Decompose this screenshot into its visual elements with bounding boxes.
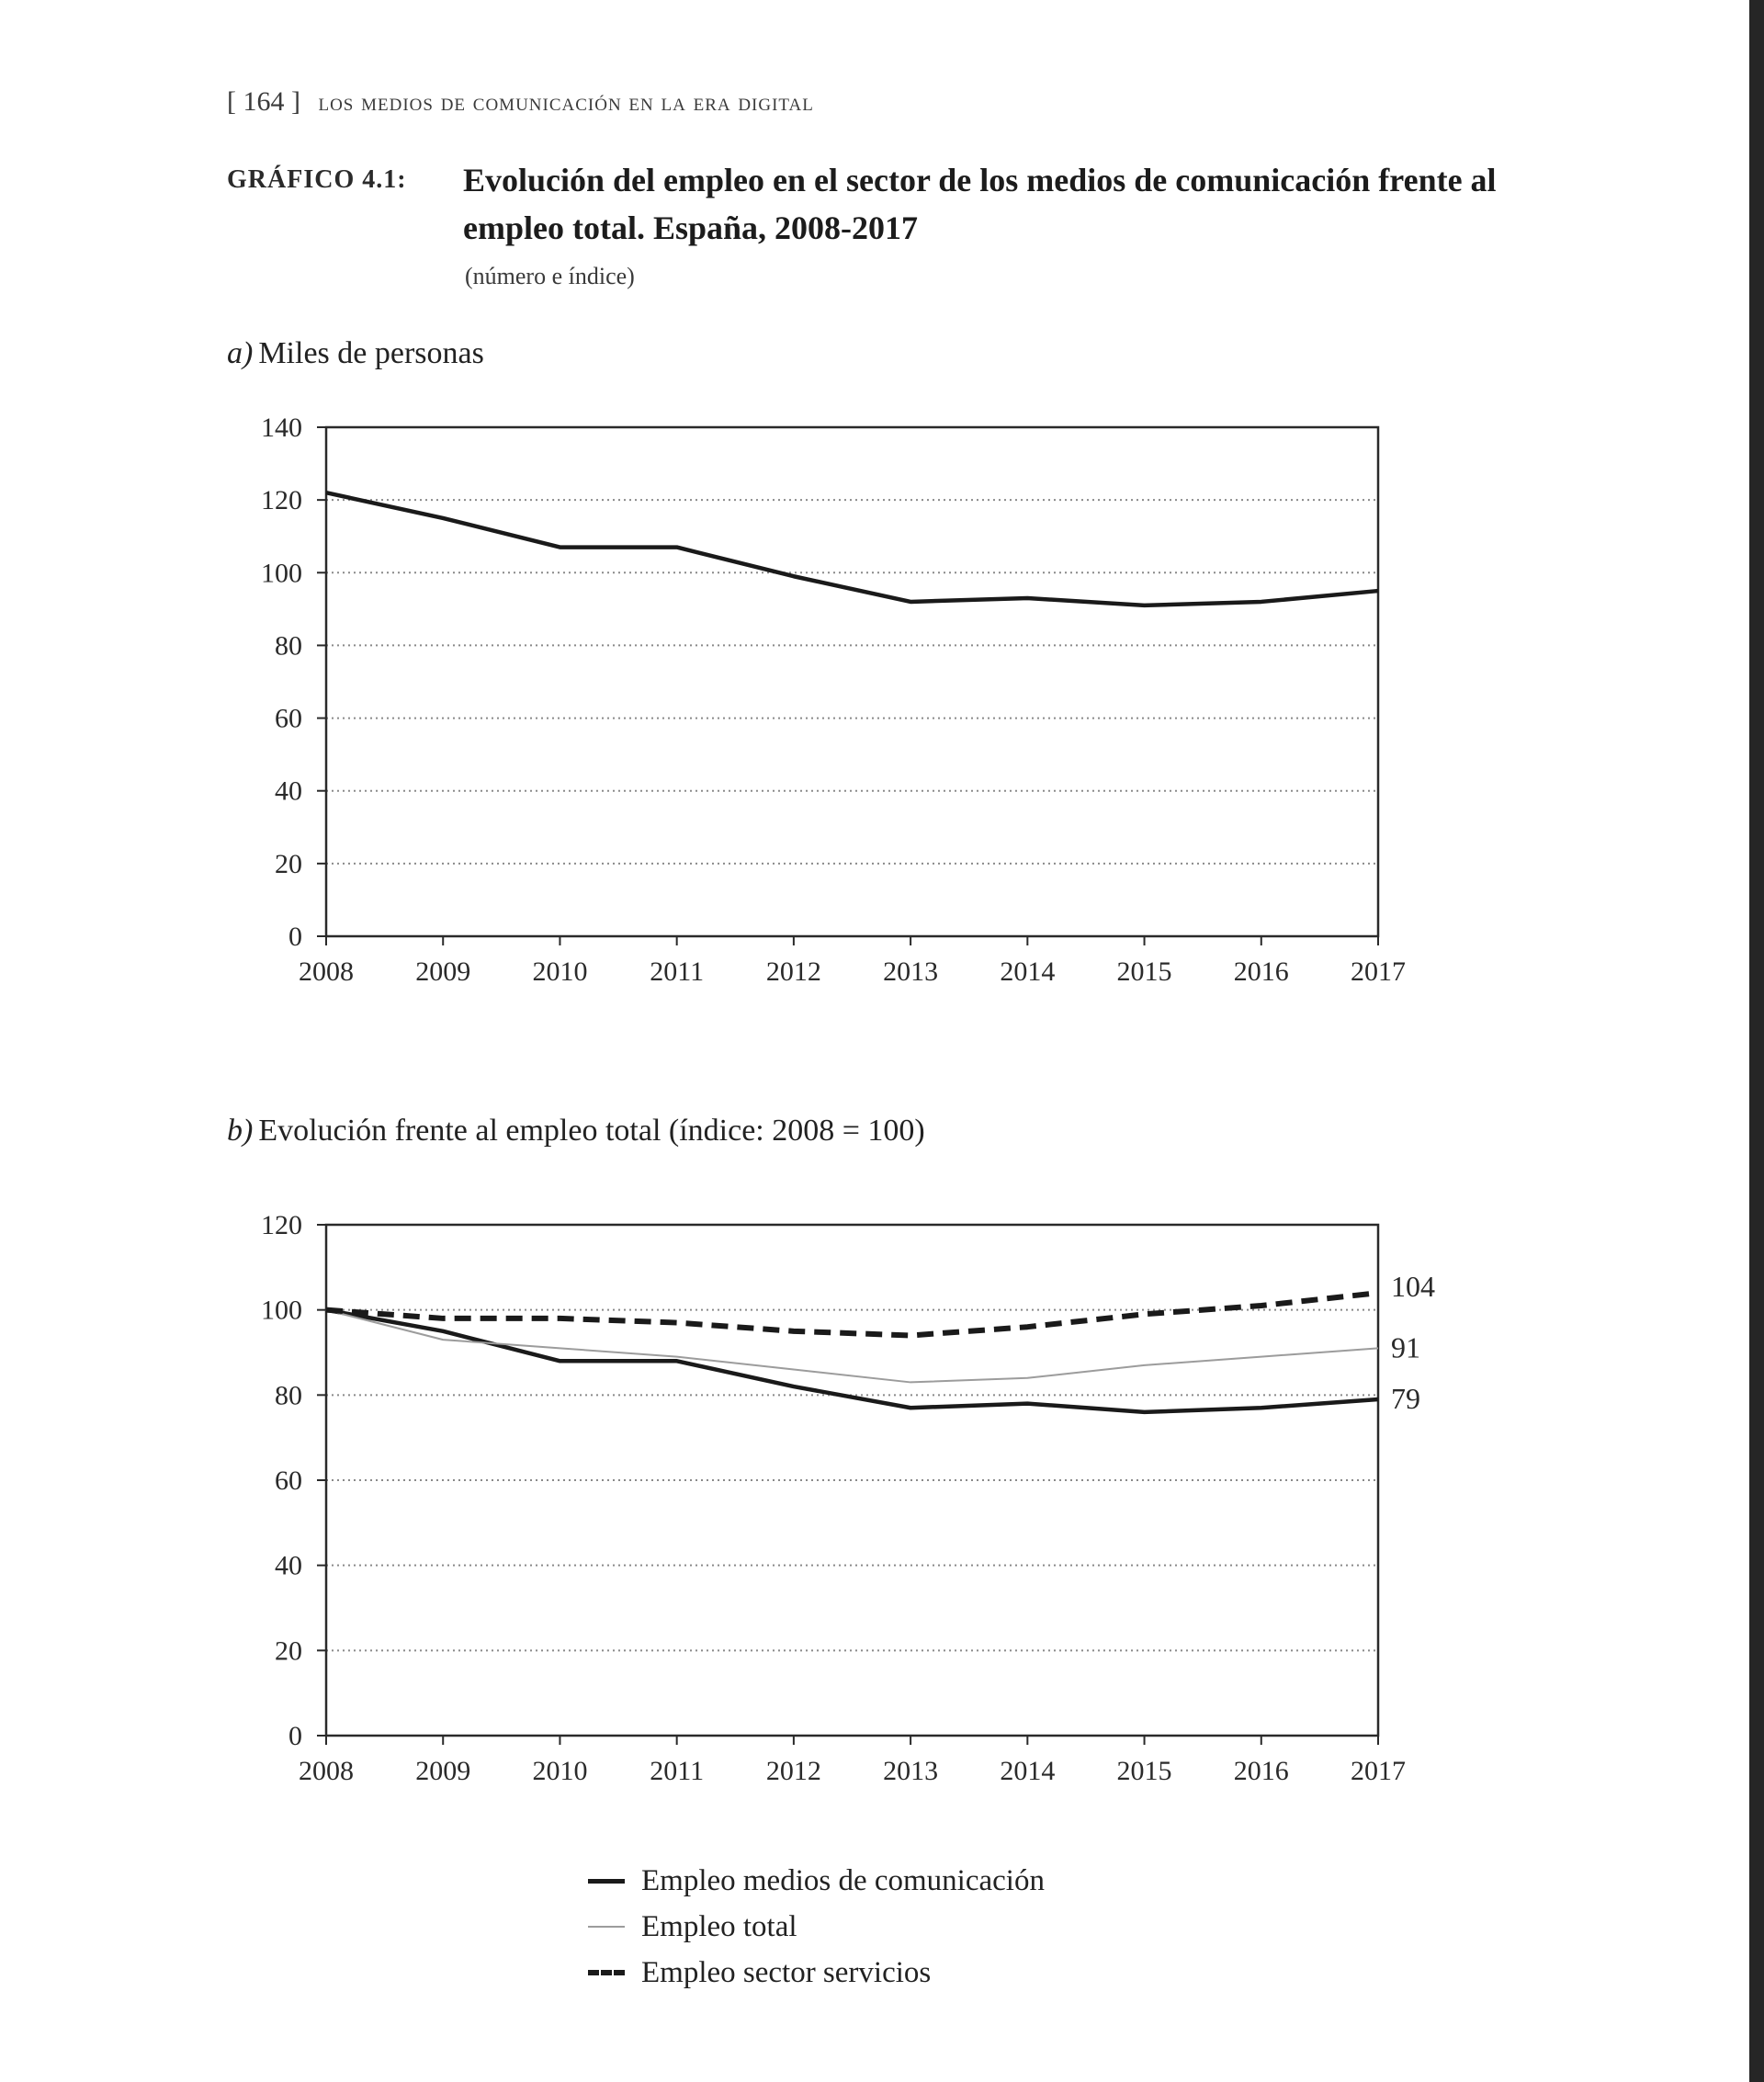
legend-item [588,1858,1045,1904]
y-tick-label: 60 [275,1465,302,1496]
y-tick-label: 120 [261,1210,302,1240]
x-tick-label: 2008 [299,956,354,987]
legend-label: Empleo sector servicios [641,1955,932,1989]
x-tick-label: 2010 [532,956,588,987]
y-tick-label: 80 [275,1380,302,1411]
plot-frame [326,427,1378,936]
x-tick-label: 2015 [1116,1756,1172,1786]
x-tick-label: 2008 [299,1756,354,1786]
y-tick-label: 100 [261,1295,302,1326]
end-value-label: 104 [1391,1270,1435,1304]
series-line-servicios [326,1293,1378,1335]
end-value-label: 79 [1391,1381,1420,1415]
x-tick-label: 2014 [1000,1756,1056,1786]
page-number: [ 164 ] [227,86,300,117]
x-tick-label: 2011 [650,1756,705,1786]
x-tick-label: 2016 [1233,1756,1289,1786]
legend-label: Empleo total [641,1909,797,1943]
y-tick-label: 0 [288,1721,302,1751]
x-tick-label: 2009 [415,956,471,987]
x-tick-label: 2009 [415,1756,471,1786]
figure-title: Evolución del empleo en el sector de los medios de comunicación frente al empleo total. España, 2008-2017 [463,162,1497,246]
x-tick-label: 2017 [1351,1756,1406,1786]
x-tick-label: 2013 [883,1756,939,1786]
series-line-medios [326,492,1378,605]
x-tick-label: 2013 [883,956,939,987]
end-value-label: 91 [1391,1330,1420,1364]
x-tick-label: 2010 [532,1756,588,1786]
series-line-medios [326,1310,1378,1412]
y-tick-label: 60 [275,703,302,734]
x-tick-label: 2011 [650,956,705,987]
x-tick-label: 2012 [765,1756,821,1786]
y-tick-label: 120 [261,485,302,516]
x-tick-label: 2015 [1116,956,1172,987]
x-tick-label: 2016 [1233,956,1289,987]
panel-a-letter: a) [227,336,254,370]
y-tick-label: 80 [275,630,302,662]
y-tick-label: 20 [275,1635,302,1667]
y-tick-label: 40 [275,775,302,807]
panel-b-text: Evolución frente al empleo total (índice: 2008 = 100) [258,1114,925,1148]
figure-label: GRÁFICO 4.1: [227,165,407,194]
panel-a-text: Miles de personas [258,336,484,370]
y-tick-label: 40 [275,1550,302,1581]
legend-swatch-thin [588,1926,625,1928]
x-tick-label: 2014 [1000,956,1056,987]
figure-subtitle: (número e índice) [465,263,635,289]
legend-item [588,1950,1045,1996]
legend-item [588,1904,1045,1950]
x-tick-label: 2017 [1351,956,1406,987]
legend [588,1858,1045,1996]
legend-swatch-dashed [588,1970,625,1975]
running-title: los medios de comunicación en la era digital [318,88,814,116]
x-tick-label: 2012 [765,956,821,987]
y-tick-label: 20 [275,848,302,879]
y-tick-label: 140 [261,413,302,443]
legend-label: Empleo medios de comunicación [641,1863,1045,1897]
y-tick-label: 100 [261,558,302,589]
y-tick-label: 0 [288,922,302,952]
panel-b-letter: b) [227,1114,254,1148]
legend-swatch-solid [588,1879,625,1884]
